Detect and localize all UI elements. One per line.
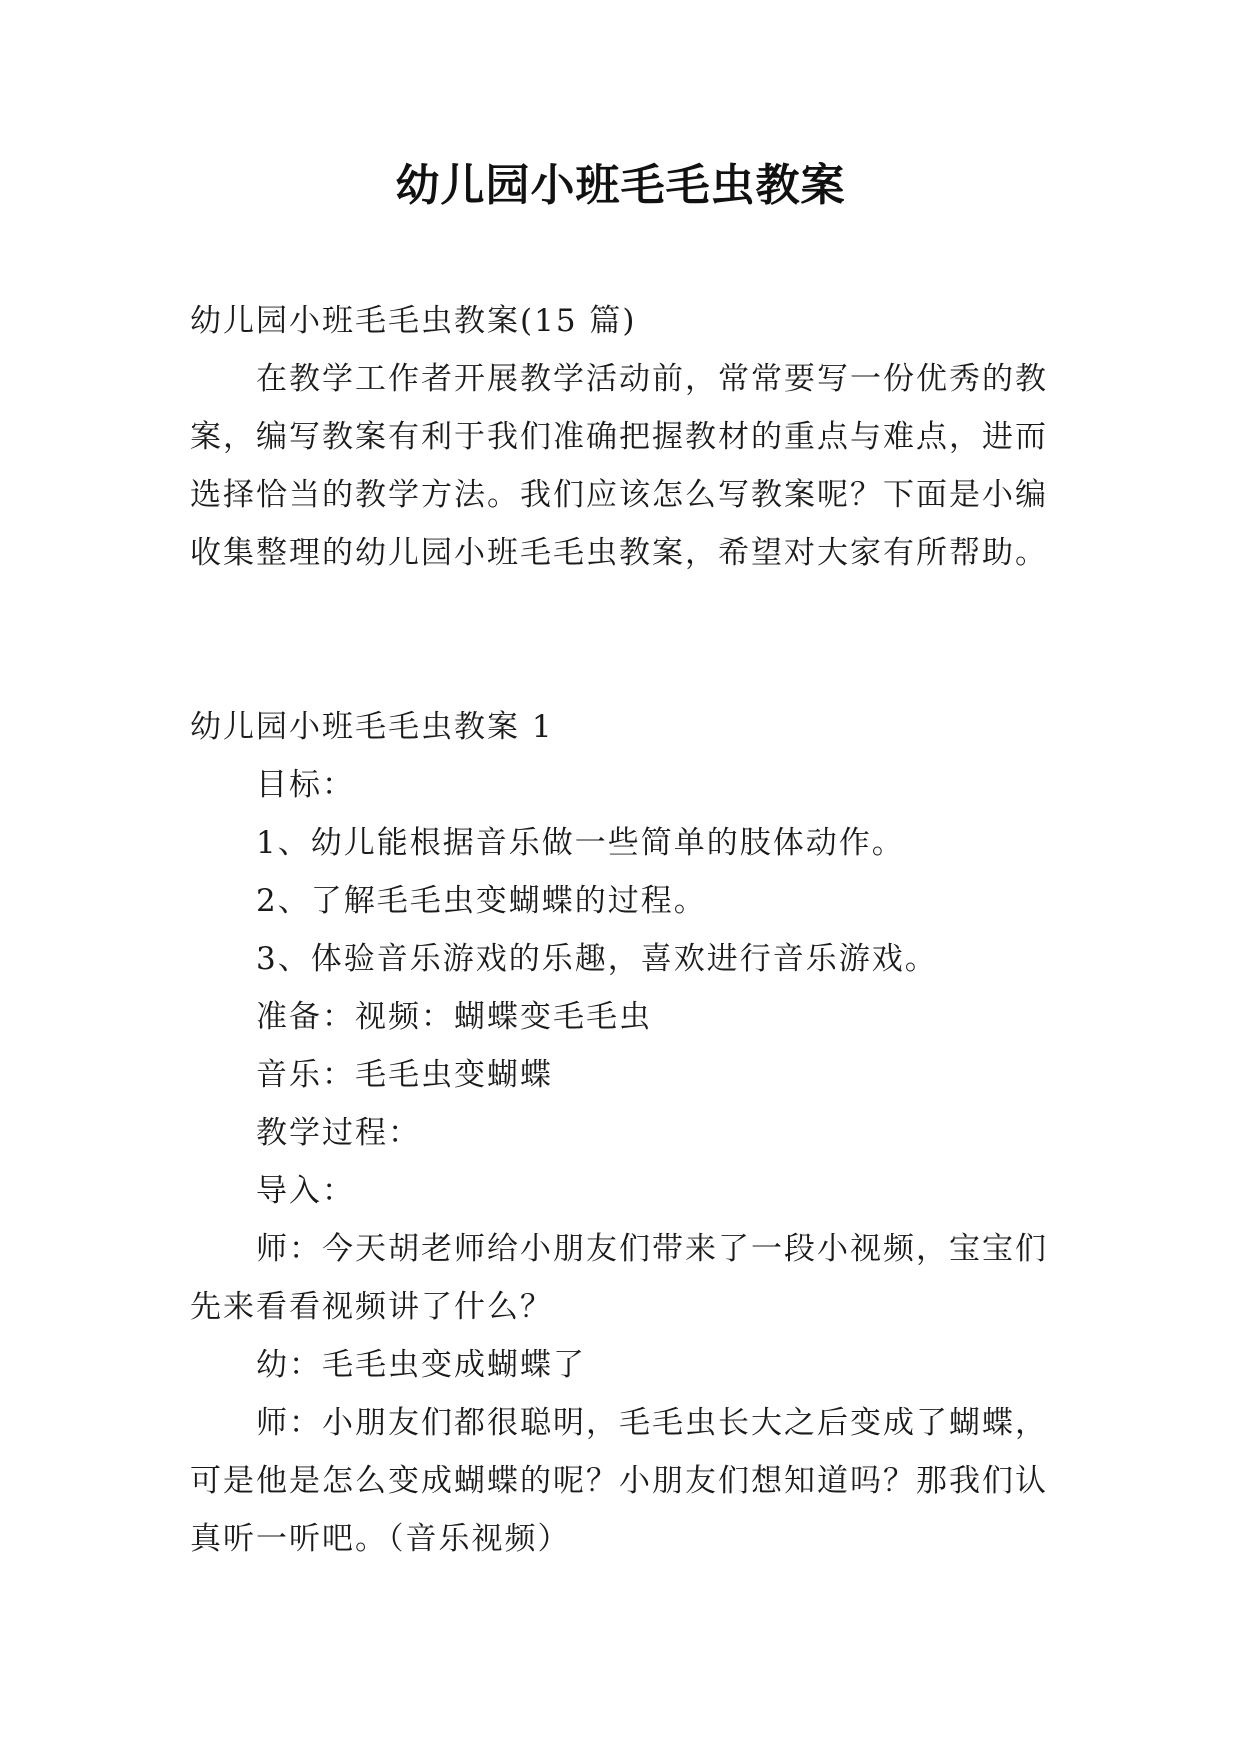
objective-2: 2、了解毛毛虫变蝴蝶的过程。	[256, 883, 707, 919]
document-title: 幼儿园小班毛毛虫教案	[395, 160, 846, 211]
document-subtitle: 幼儿园小班毛毛虫教案(15 篇)	[190, 303, 637, 339]
introduction-label: 导入：	[256, 1173, 355, 1209]
teacher-line-2: 师：小朋友们都很聪明，毛毛虫长大之后变成了蝴蝶，可是他是怎么变成蝴蝶的呢？小朋友们想知道吗？那我们认真听一听吧。（音乐视频）	[190, 1405, 1048, 1557]
section-spacer	[190, 582, 1070, 698]
teacher-line-1: 师：今天胡老师给小朋友们带来了一段小视频，宝宝们先来看看视频讲了什么？	[190, 1231, 1048, 1325]
objectives-label: 目标：	[256, 767, 355, 803]
process-label: 教学过程：	[256, 1115, 421, 1151]
document-body	[190, 292, 1070, 1568]
objective-3: 3、体验音乐游戏的乐趣，喜欢进行音乐游戏。	[256, 941, 938, 977]
child-line-1: 幼：毛毛虫变成蝴蝶了	[256, 1347, 586, 1383]
objective-1: 1、幼儿能根据音乐做一些简单的肢体动作。	[256, 825, 905, 861]
preparation-video: 准备：视频：蝴蝶变毛毛虫	[256, 999, 652, 1035]
section-heading: 幼儿园小班毛毛虫教案 1	[190, 709, 554, 745]
preparation-music: 音乐：毛毛虫变蝴蝶	[256, 1057, 553, 1093]
intro-paragraph: 在教学工作者开展教学活动前，常常要写一份优秀的教案，编写教案有利于我们准确把握教材的重点与难点，进而选择恰当的教学方法。我们应该怎么写教案呢？下面是小编收集整理的幼儿园小班毛毛虫教案，希望对大家有所帮助。	[190, 361, 1048, 571]
